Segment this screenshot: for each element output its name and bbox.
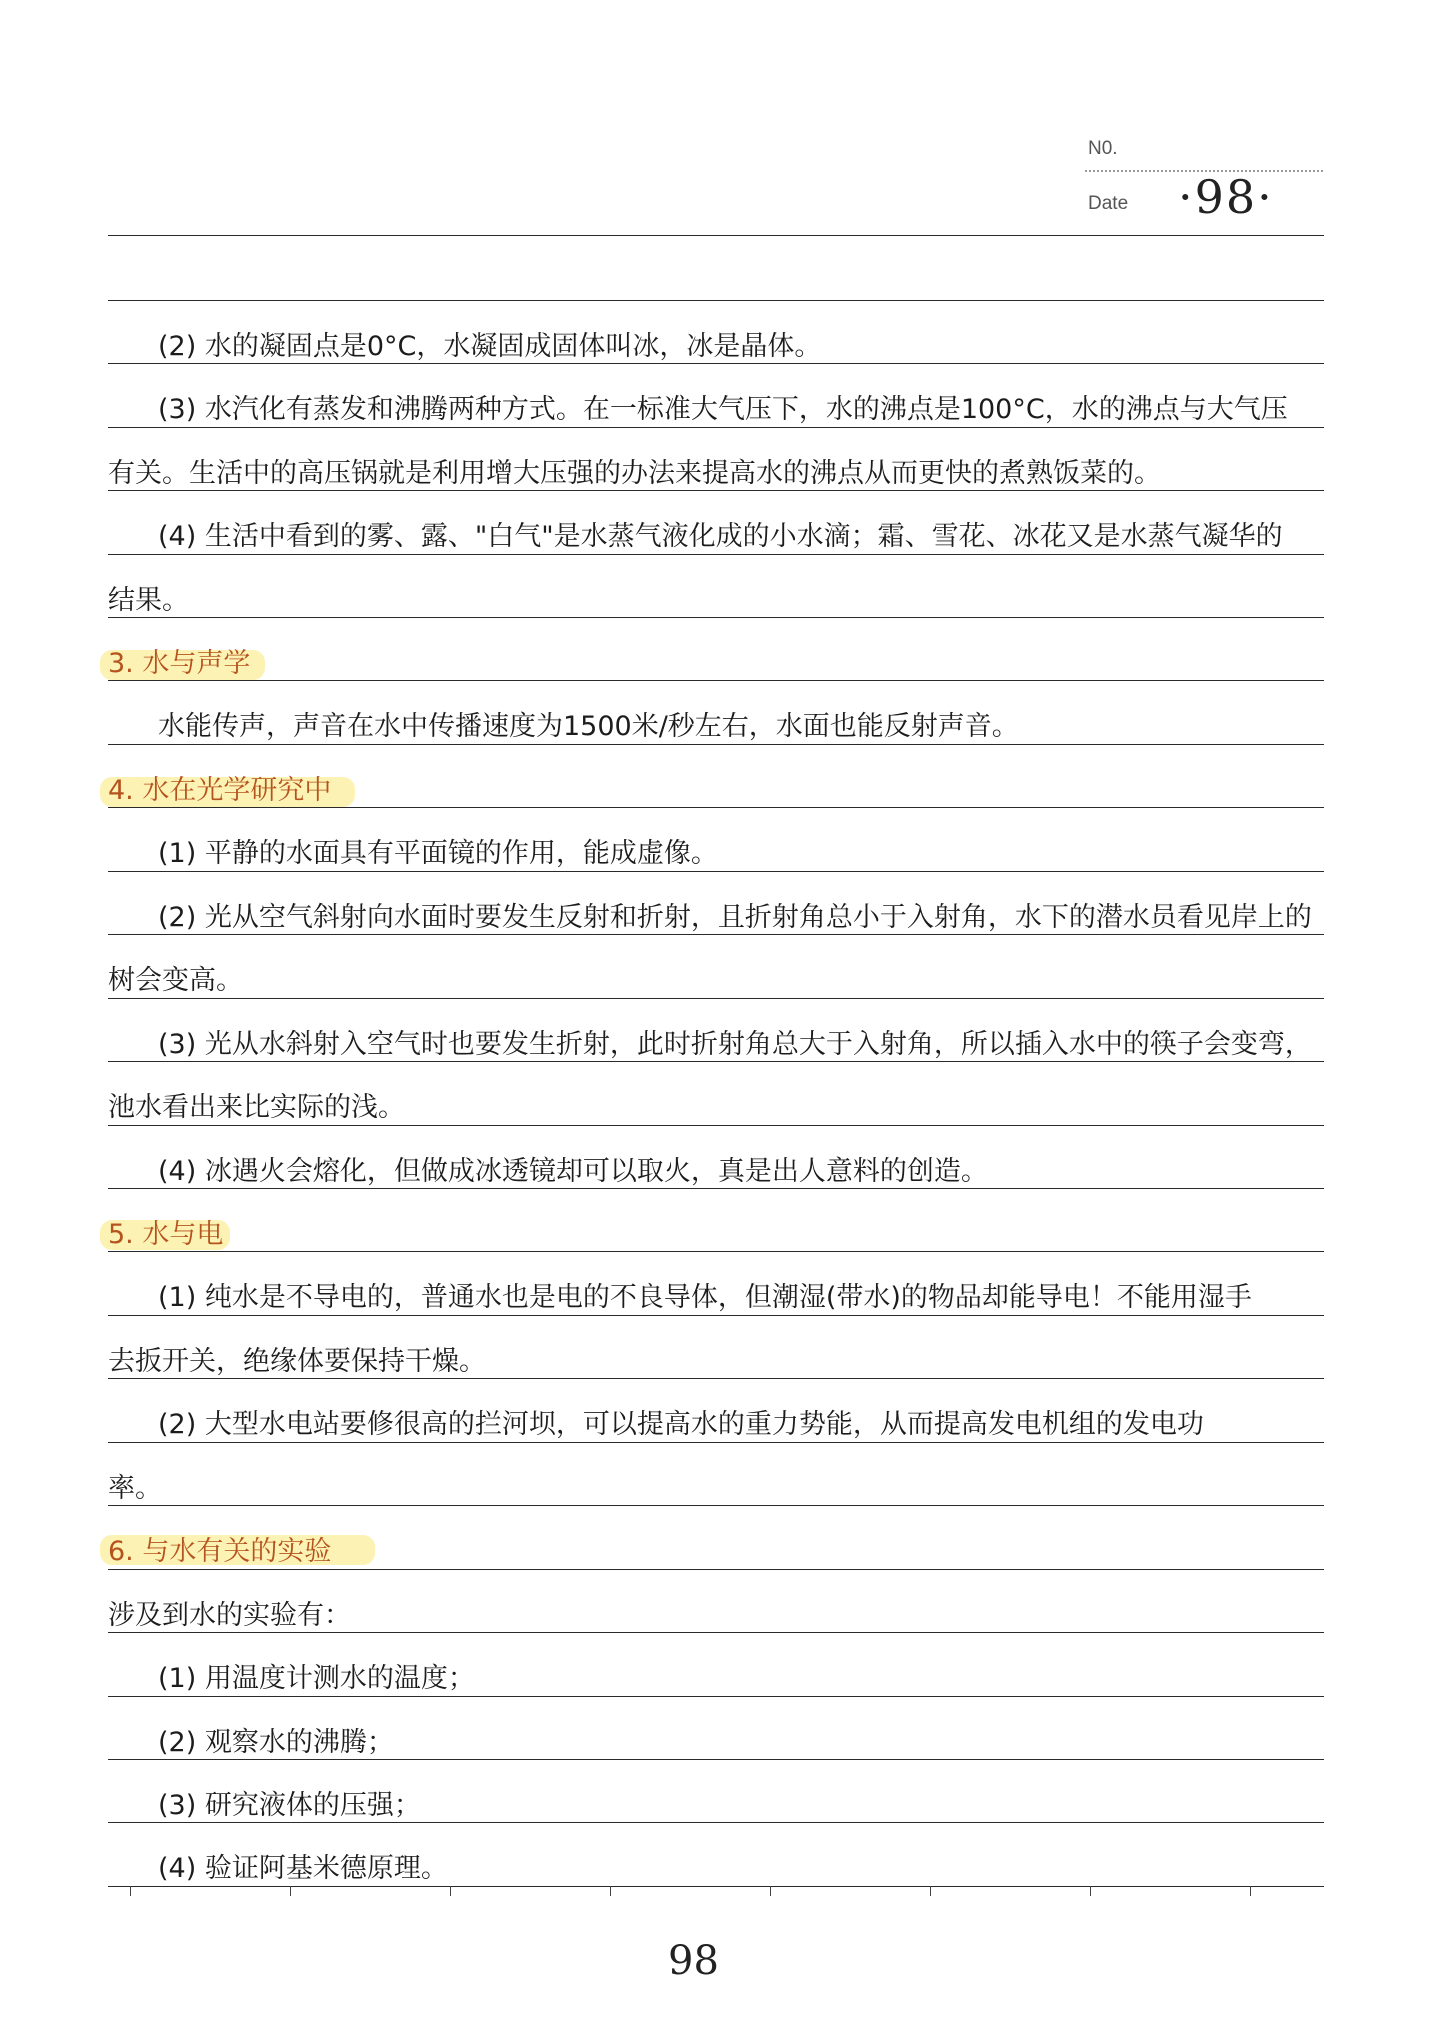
date-value: ·98· bbox=[1178, 170, 1274, 224]
text-line: (4) 生活中看到的雾、露、"白气"是水蒸气液化成的小水滴；霜、雪花、冰花又是水蒸气凝华的 bbox=[158, 521, 1283, 552]
text-line: (3) 光从水斜射入空气时也要发生折射，此时折射角总大于入射角，所以插入水中的筷子会变弯， bbox=[158, 1029, 1312, 1060]
text-line: (4) 冰遇火会熔化，但做成冰透镜却可以取火，真是出人意料的创造。 bbox=[158, 1156, 988, 1187]
text-line: (2) 光从空气斜射向水面时要发生反射和折射，且折射角总小于入射角，水下的潜水员看见岸上的 bbox=[158, 902, 1312, 933]
text-line: (1) 纯水是不导电的，普通水也是电的不良导体，但潮湿(带水)的物品却能导电！不能用湿手 bbox=[158, 1282, 1252, 1313]
tick-mark bbox=[290, 1886, 291, 1896]
tick-mark bbox=[1090, 1886, 1091, 1896]
tick-mark bbox=[1250, 1886, 1251, 1896]
ruled-line bbox=[108, 1505, 1324, 1506]
text-line: 结果。 bbox=[108, 585, 189, 616]
text-line: 有关。生活中的高压锅就是利用增大压强的办法来提高水的沸点从而更快的煮熟饭菜的。 bbox=[108, 458, 1161, 489]
ruled-line bbox=[108, 998, 1324, 999]
date-label: Date bbox=[1088, 193, 1129, 214]
text-line: 水能传声，声音在水中传播速度为1500米/秒左右，水面也能反射声音。 bbox=[158, 711, 1019, 742]
section-heading: 5. 水与电 bbox=[108, 1219, 224, 1250]
ruled-line bbox=[108, 617, 1324, 618]
ruled-line bbox=[108, 680, 1324, 681]
no-label: N0. bbox=[1088, 138, 1118, 159]
ruled-line bbox=[108, 1251, 1324, 1252]
text-line: 去扳开关，绝缘体要保持干燥。 bbox=[108, 1346, 486, 1377]
text-line: (1) 用温度计测水的温度； bbox=[158, 1663, 475, 1694]
text-line: (2) 观察水的沸腾； bbox=[158, 1727, 394, 1758]
text-line: (3) 水汽化有蒸发和沸腾两种方式。在一标准大气压下，水的沸点是100°C，水的沸点与大气压 bbox=[158, 394, 1288, 425]
text-line: 率。 bbox=[108, 1473, 162, 1504]
tick-mark bbox=[930, 1886, 931, 1896]
ruled-line bbox=[108, 235, 1324, 236]
ruled-line bbox=[108, 300, 1324, 301]
section-heading: 3. 水与声学 bbox=[108, 648, 251, 679]
text-line: (4) 验证阿基米德原理。 bbox=[158, 1853, 448, 1884]
section-heading: 4. 水在光学研究中 bbox=[108, 775, 332, 806]
tick-mark bbox=[770, 1886, 771, 1896]
text-line: 池水看出来比实际的浅。 bbox=[108, 1092, 405, 1123]
text-line: (3) 研究液体的压强； bbox=[158, 1790, 421, 1821]
tick-mark bbox=[130, 1886, 131, 1896]
section-heading: 6. 与水有关的实验 bbox=[108, 1536, 332, 1567]
text-line: (2) 水的凝固点是0°C，水凝固成固体叫冰，冰是晶体。 bbox=[158, 331, 822, 362]
tick-mark bbox=[450, 1886, 451, 1896]
text-line: 涉及到水的实验有： bbox=[108, 1600, 351, 1631]
text-line: (1) 平静的水面具有平面镜的作用，能成虚像。 bbox=[158, 838, 718, 869]
text-line: 树会变高。 bbox=[108, 965, 243, 996]
tick-mark bbox=[610, 1886, 611, 1896]
page-number: 98 bbox=[668, 1938, 719, 1984]
text-line: (2) 大型水电站要修很高的拦河坝，可以提高水的重力势能，从而提高发电机组的发电功 bbox=[158, 1409, 1204, 1440]
